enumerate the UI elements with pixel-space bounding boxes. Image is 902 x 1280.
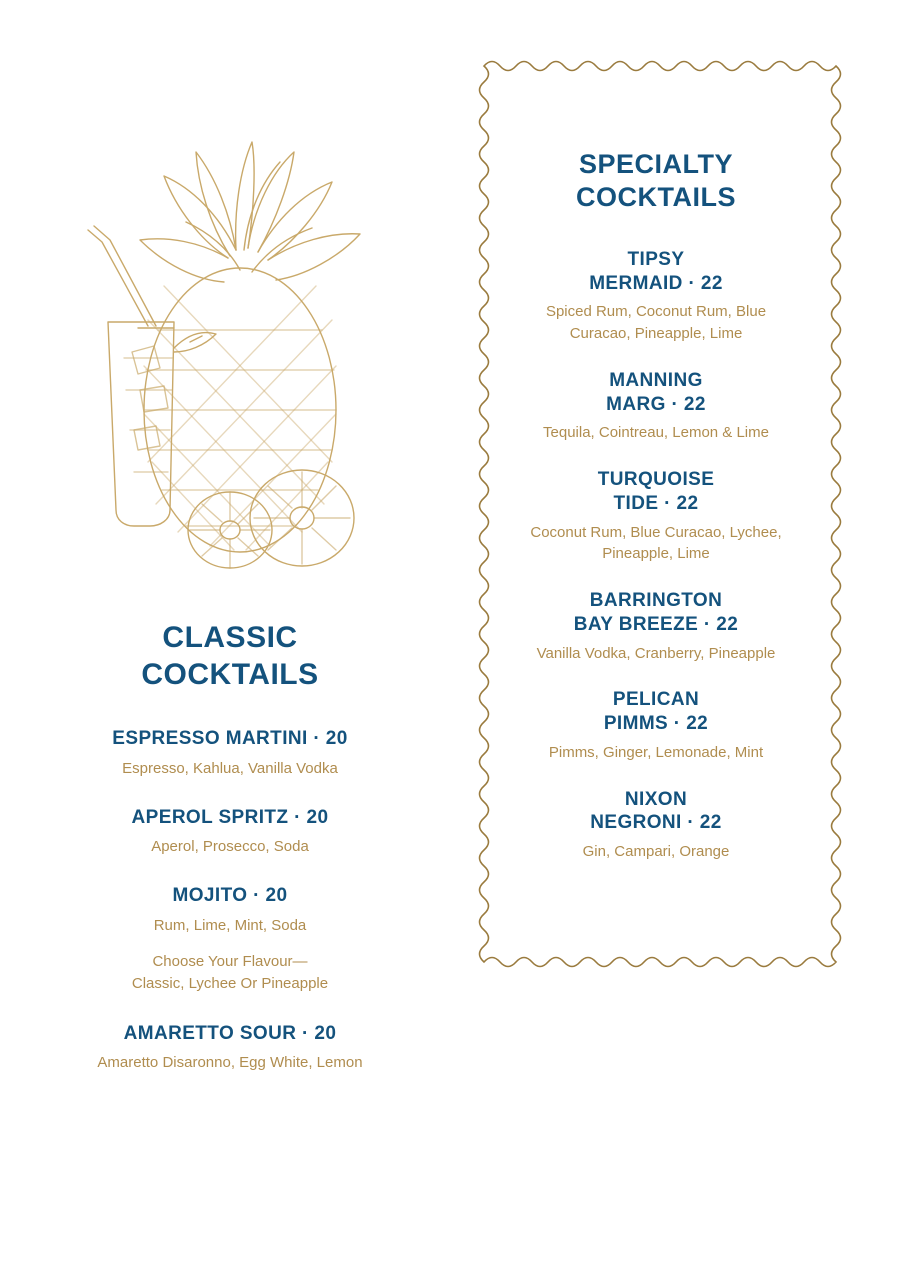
menu-item-description: Gin, Campari, Orange [582, 843, 730, 861]
classic-title-line-1: CLASSIC [162, 621, 298, 654]
menu-item-note [30, 951, 430, 996]
menu-item [498, 688, 814, 763]
menu-item-name-line-2: NEGRONI · 22 [590, 812, 722, 834]
menu-item-name-line-1: BARRINGTON [589, 590, 723, 612]
classic-cocktails-title [30, 620, 430, 693]
pineapple-cocktail-illustration [40, 90, 422, 580]
menu-item-name-line-1: NIXON [624, 788, 688, 810]
menu-item [498, 369, 814, 444]
menu-item-name: ESPRESSO MARTINI · 20 [112, 728, 348, 750]
menu-item-name [498, 688, 814, 736]
menu-item [498, 788, 814, 863]
menu-item-name [498, 468, 814, 516]
menu-item-name-line-1: TURQUOISE [597, 469, 715, 491]
menu-item [30, 1022, 430, 1075]
menu-item-description: Spiced Rum, Coconut Rum, Blue Curacao, Pineapple, Lime [545, 303, 767, 343]
specialty-title-line-2: COCKTAILS [576, 181, 736, 212]
menu-item-name: AMARETTO SOUR · 20 [123, 1022, 337, 1044]
menu-item-name-line-1: MANNING [609, 369, 703, 391]
specialty-title-line-1: SPECIALTY [578, 149, 733, 179]
specialty-cocktails-panel [470, 52, 842, 1212]
specialty-cocktails-section [498, 148, 814, 863]
menu-item [498, 468, 814, 565]
menu-item-name: APEROL SPRITZ · 20 [131, 806, 329, 828]
menu-item-description: Aperol, Prosecco, Soda [151, 838, 309, 856]
menu-item [30, 806, 430, 859]
menu-item-name [498, 788, 814, 836]
menu-item-name-line-2: PIMMS · 22 [603, 713, 709, 735]
menu-item-name-line-1: PELICAN [612, 689, 700, 711]
menu-item [498, 248, 814, 345]
menu-item-description: Pimms, Ginger, Lemonade, Mint [548, 743, 764, 761]
menu-item-name-line-2: BAY BREEZE · 22 [573, 613, 739, 635]
menu-item-name [498, 369, 814, 417]
menu-item-description: Coconut Rum, Blue Curacao, Lychee, Pineapple, Lime [530, 523, 782, 563]
menu-item-name-line-2: MARG · 22 [606, 393, 706, 415]
menu-item-description: Tequila, Cointreau, Lemon & Lime [543, 424, 769, 442]
menu-item [498, 589, 814, 664]
menu-item-name-line-2: TIDE · 22 [613, 492, 699, 514]
menu-item-name-line-1: TIPSY [627, 248, 685, 270]
menu-item-note-line-1: Choose Your Flavour— [152, 952, 308, 970]
menu-item-name [498, 589, 814, 637]
classic-title-line-2: COCKTAILS [141, 657, 319, 691]
menu-item-name: MOJITO · 20 [172, 885, 288, 907]
menu-item-description: Amaretto Disaronno, Egg White, Lemon [97, 1054, 363, 1072]
menu-item-description: Vanilla Vodka, Cranberry, Pineapple [536, 644, 776, 662]
specialty-cocktails-title [498, 148, 814, 214]
menu-item [30, 884, 430, 996]
menu-item-name [498, 248, 814, 296]
menu-item-name-line-2: MERMAID · 22 [589, 272, 723, 294]
menu-item-note-line-2: Classic, Lychee Or Pineapple [131, 975, 329, 993]
menu-item-description: Rum, Lime, Mint, Soda [153, 916, 307, 934]
menu-item-description: Espresso, Kahlua, Vanilla Vodka [122, 759, 338, 777]
classic-cocktails-section [30, 620, 430, 1100]
menu-item [30, 727, 430, 780]
